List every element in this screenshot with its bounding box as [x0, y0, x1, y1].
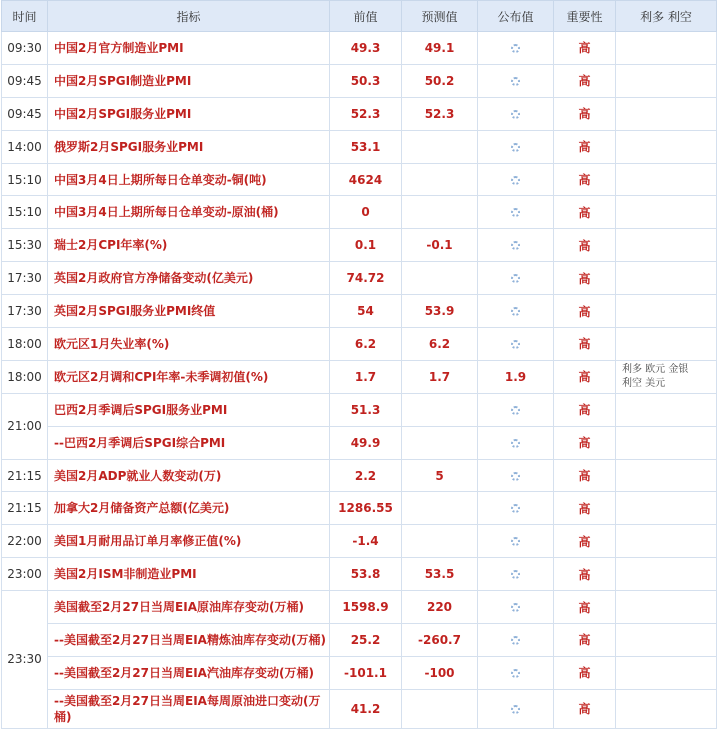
table-row[interactable] [2, 426, 717, 459]
time-cell: 18:00 [2, 360, 48, 393]
effect-cell [616, 689, 717, 728]
previous-cell: 6.2 [330, 328, 402, 361]
previous-cell: 50.3 [330, 64, 402, 97]
importance-cell: 高 [554, 492, 616, 525]
table-row[interactable] [2, 262, 717, 295]
effect-cell [616, 360, 717, 393]
header-actual[interactable]: 公布值 [478, 1, 554, 32]
actual-cell [478, 492, 554, 525]
time-cell: 23:30 [2, 591, 48, 729]
time-cell: 23:00 [2, 558, 48, 591]
table-row[interactable] [2, 64, 717, 97]
actual-cell [478, 558, 554, 591]
previous-cell: 49.9 [330, 426, 402, 459]
indicator-cell[interactable]: 中国2月官方制造业PMI [48, 32, 330, 65]
loading-spinner-icon [511, 406, 520, 415]
time-cell: 14:00 [2, 130, 48, 163]
forecast-cell [402, 393, 478, 426]
indicator-cell[interactable]: 英国2月政府官方净储备变动(亿美元) [48, 262, 330, 295]
indicator-cell[interactable]: 巴西2月季调后SPGI服务业PMI [48, 393, 330, 426]
table-header-row [2, 1, 717, 32]
forecast-cell [402, 689, 478, 728]
previous-cell: 1.7 [330, 360, 402, 393]
time-cell: 15:10 [2, 196, 48, 229]
table-row[interactable] [2, 492, 717, 525]
loading-spinner-icon [511, 636, 520, 645]
bearish-assets: 利空 美元 [622, 377, 666, 389]
table-row[interactable] [2, 558, 717, 591]
effect-cell [616, 624, 717, 657]
effect-cell [616, 328, 717, 361]
effect-cell [616, 163, 717, 196]
table-row[interactable] [2, 295, 717, 328]
effect-cell [616, 295, 717, 328]
importance-cell: 高 [554, 591, 616, 624]
importance-cell: 高 [554, 163, 616, 196]
effect-cell [616, 558, 717, 591]
previous-cell: -101.1 [330, 656, 402, 689]
previous-cell: 52.3 [330, 97, 402, 130]
time-cell: 22:00 [2, 525, 48, 558]
previous-cell: 4624 [330, 163, 402, 196]
table-row[interactable] [2, 624, 717, 657]
importance-cell: 高 [554, 689, 616, 728]
loading-spinner-icon [511, 705, 520, 714]
importance-cell: 高 [554, 262, 616, 295]
forecast-cell [402, 130, 478, 163]
importance-cell: 高 [554, 295, 616, 328]
actual-cell [478, 624, 554, 657]
actual-cell [478, 229, 554, 262]
header-effect[interactable]: 利多 利空 [616, 1, 717, 32]
loading-spinner-icon [511, 603, 520, 612]
table-row[interactable] [2, 393, 717, 426]
forecast-cell: 50.2 [402, 64, 478, 97]
previous-cell: 25.2 [330, 624, 402, 657]
importance-cell: 高 [554, 393, 616, 426]
forecast-cell: 5 [402, 459, 478, 492]
table-row[interactable] [2, 591, 717, 624]
forecast-cell [402, 525, 478, 558]
loading-spinner-icon [511, 307, 520, 316]
time-cell: 18:00 [2, 328, 48, 361]
loading-spinner-icon [511, 669, 520, 678]
importance-cell: 高 [554, 360, 616, 393]
indicator-cell[interactable]: 美国2月ADP就业人数变动(万) [48, 459, 330, 492]
importance-cell: 高 [554, 656, 616, 689]
effect-cell [616, 229, 717, 262]
previous-cell: 1286.55 [330, 492, 402, 525]
actual-cell [478, 32, 554, 65]
previous-cell: 0.1 [330, 229, 402, 262]
table-row[interactable] [2, 163, 717, 196]
indicator-cell[interactable]: 美国1月耐用品订单月率修正值(%) [48, 525, 330, 558]
forecast-cell: 49.1 [402, 32, 478, 65]
loading-spinner-icon [511, 110, 520, 119]
previous-cell: 53.1 [330, 130, 402, 163]
actual-cell [478, 295, 554, 328]
actual-cell: 1.9 [478, 360, 554, 393]
forecast-cell: -100 [402, 656, 478, 689]
actual-cell [478, 196, 554, 229]
importance-cell: 高 [554, 130, 616, 163]
header-time[interactable]: 时间 [2, 1, 48, 32]
forecast-cell: 53.9 [402, 295, 478, 328]
effect-cell [616, 32, 717, 65]
time-cell: 09:45 [2, 97, 48, 130]
previous-cell: 53.8 [330, 558, 402, 591]
table-row[interactable] [2, 360, 717, 393]
header-previous[interactable]: 前值 [330, 1, 402, 32]
importance-cell: 高 [554, 229, 616, 262]
importance-cell: 高 [554, 558, 616, 591]
table-row[interactable] [2, 196, 717, 229]
loading-spinner-icon [511, 77, 520, 86]
loading-spinner-icon [511, 274, 520, 283]
actual-cell [478, 426, 554, 459]
previous-cell: 51.3 [330, 393, 402, 426]
previous-cell: 2.2 [330, 459, 402, 492]
importance-cell: 高 [554, 196, 616, 229]
importance-cell: 高 [554, 328, 616, 361]
previous-cell: 1598.9 [330, 591, 402, 624]
actual-cell [478, 64, 554, 97]
effect-cell [616, 459, 717, 492]
actual-cell [478, 130, 554, 163]
actual-cell [478, 591, 554, 624]
table-row[interactable] [2, 97, 717, 130]
forecast-cell [402, 492, 478, 525]
time-cell: 09:45 [2, 64, 48, 97]
indicator-cell[interactable]: 瑞士2月CPI年率(%) [48, 229, 330, 262]
time-cell: 15:30 [2, 229, 48, 262]
forecast-cell [402, 163, 478, 196]
loading-spinner-icon [511, 44, 520, 53]
table-row[interactable] [2, 689, 717, 728]
actual-cell [478, 656, 554, 689]
indicator-cell[interactable]: --巴西2月季调后SPGI综合PMI [48, 426, 330, 459]
importance-cell: 高 [554, 97, 616, 130]
effect-cell [616, 525, 717, 558]
forecast-cell: -260.7 [402, 624, 478, 657]
indicator-cell[interactable]: 美国截至2月27日当周EIA原油库存变动(万桶) [48, 591, 330, 624]
forecast-cell [402, 262, 478, 295]
loading-spinner-icon [511, 472, 520, 481]
actual-cell [478, 459, 554, 492]
previous-cell: 49.3 [330, 32, 402, 65]
time-cell: 15:10 [2, 163, 48, 196]
forecast-cell: 220 [402, 591, 478, 624]
table-row[interactable] [2, 229, 717, 262]
loading-spinner-icon [511, 340, 520, 349]
importance-cell: 高 [554, 64, 616, 97]
actual-cell [478, 328, 554, 361]
table-row[interactable] [2, 459, 717, 492]
indicator-cell[interactable]: --美国截至2月27日当周EIA精炼油库存变动(万桶) [48, 624, 330, 657]
actual-cell [478, 163, 554, 196]
indicator-cell[interactable]: 欧元区1月失业率(%) [48, 328, 330, 361]
importance-cell: 高 [554, 426, 616, 459]
previous-cell: -1.4 [330, 525, 402, 558]
effect-cell [616, 393, 717, 426]
indicator-cell[interactable]: 英国2月SPGI服务业PMI终值 [48, 295, 330, 328]
loading-spinner-icon [511, 176, 520, 185]
loading-spinner-icon [511, 208, 520, 217]
forecast-cell: 6.2 [402, 328, 478, 361]
indicator-cell[interactable]: 中国3月4日上期所每日仓单变动-铜(吨) [48, 163, 330, 196]
forecast-cell: 1.7 [402, 360, 478, 393]
indicator-cell[interactable]: 俄罗斯2月SPGI服务业PMI [48, 130, 330, 163]
bullish-assets: 利多 欧元 金银 [622, 363, 689, 375]
effect-cell [616, 591, 717, 624]
loading-spinner-icon [511, 570, 520, 579]
time-cell: 17:30 [2, 262, 48, 295]
table-row[interactable] [2, 130, 717, 163]
loading-spinner-icon [511, 241, 520, 250]
forecast-cell: -0.1 [402, 229, 478, 262]
effect-cell [616, 64, 717, 97]
header-indicator[interactable]: 指标 [48, 1, 330, 32]
economic-calendar-table [1, 0, 717, 729]
importance-cell: 高 [554, 32, 616, 65]
actual-cell [478, 689, 554, 728]
loading-spinner-icon [511, 143, 520, 152]
effect-cell [616, 656, 717, 689]
indicator-cell[interactable]: 中国2月SPGI服务业PMI [48, 97, 330, 130]
indicator-cell[interactable]: 美国2月ISM非制造业PMI [48, 558, 330, 591]
indicator-cell[interactable]: --美国截至2月27日当周EIA每周原油进口变动(万桶) [48, 689, 330, 728]
forecast-cell [402, 426, 478, 459]
effect-cell [616, 262, 717, 295]
importance-cell: 高 [554, 624, 616, 657]
effect-cell [616, 130, 717, 163]
previous-cell: 74.72 [330, 262, 402, 295]
time-cell: 21:00 [2, 393, 48, 459]
effect-cell [616, 492, 717, 525]
actual-cell [478, 393, 554, 426]
actual-cell [478, 525, 554, 558]
previous-cell: 54 [330, 295, 402, 328]
importance-cell: 高 [554, 459, 616, 492]
forecast-cell [402, 196, 478, 229]
header-forecast[interactable]: 预测值 [402, 1, 478, 32]
importance-cell: 高 [554, 525, 616, 558]
actual-cell [478, 97, 554, 130]
indicator-cell[interactable]: --美国截至2月27日当周EIA汽油库存变动(万桶) [48, 656, 330, 689]
indicator-cell[interactable]: 中国3月4日上期所每日仓单变动-原油(桶) [48, 196, 330, 229]
effect-cell [616, 426, 717, 459]
table-row[interactable] [2, 328, 717, 361]
actual-cell [478, 262, 554, 295]
forecast-cell: 53.5 [402, 558, 478, 591]
indicator-cell[interactable]: 加拿大2月储备资产总额(亿美元) [48, 492, 330, 525]
table-row[interactable] [2, 32, 717, 65]
time-cell: 21:15 [2, 492, 48, 525]
previous-cell: 0 [330, 196, 402, 229]
time-cell: 21:15 [2, 459, 48, 492]
indicator-cell[interactable]: 中国2月SPGI制造业PMI [48, 64, 330, 97]
time-cell: 09:30 [2, 32, 48, 65]
loading-spinner-icon [511, 504, 520, 513]
forecast-cell: 52.3 [402, 97, 478, 130]
time-cell: 17:30 [2, 295, 48, 328]
loading-spinner-icon [511, 439, 520, 448]
table-row[interactable] [2, 656, 717, 689]
header-importance[interactable]: 重要性 [554, 1, 616, 32]
effect-cell [616, 97, 717, 130]
previous-cell: 41.2 [330, 689, 402, 728]
table-row[interactable] [2, 525, 717, 558]
effect-cell [616, 196, 717, 229]
indicator-cell[interactable]: 欧元区2月调和CPI年率-未季调初值(%) [48, 360, 330, 393]
loading-spinner-icon [511, 537, 520, 546]
